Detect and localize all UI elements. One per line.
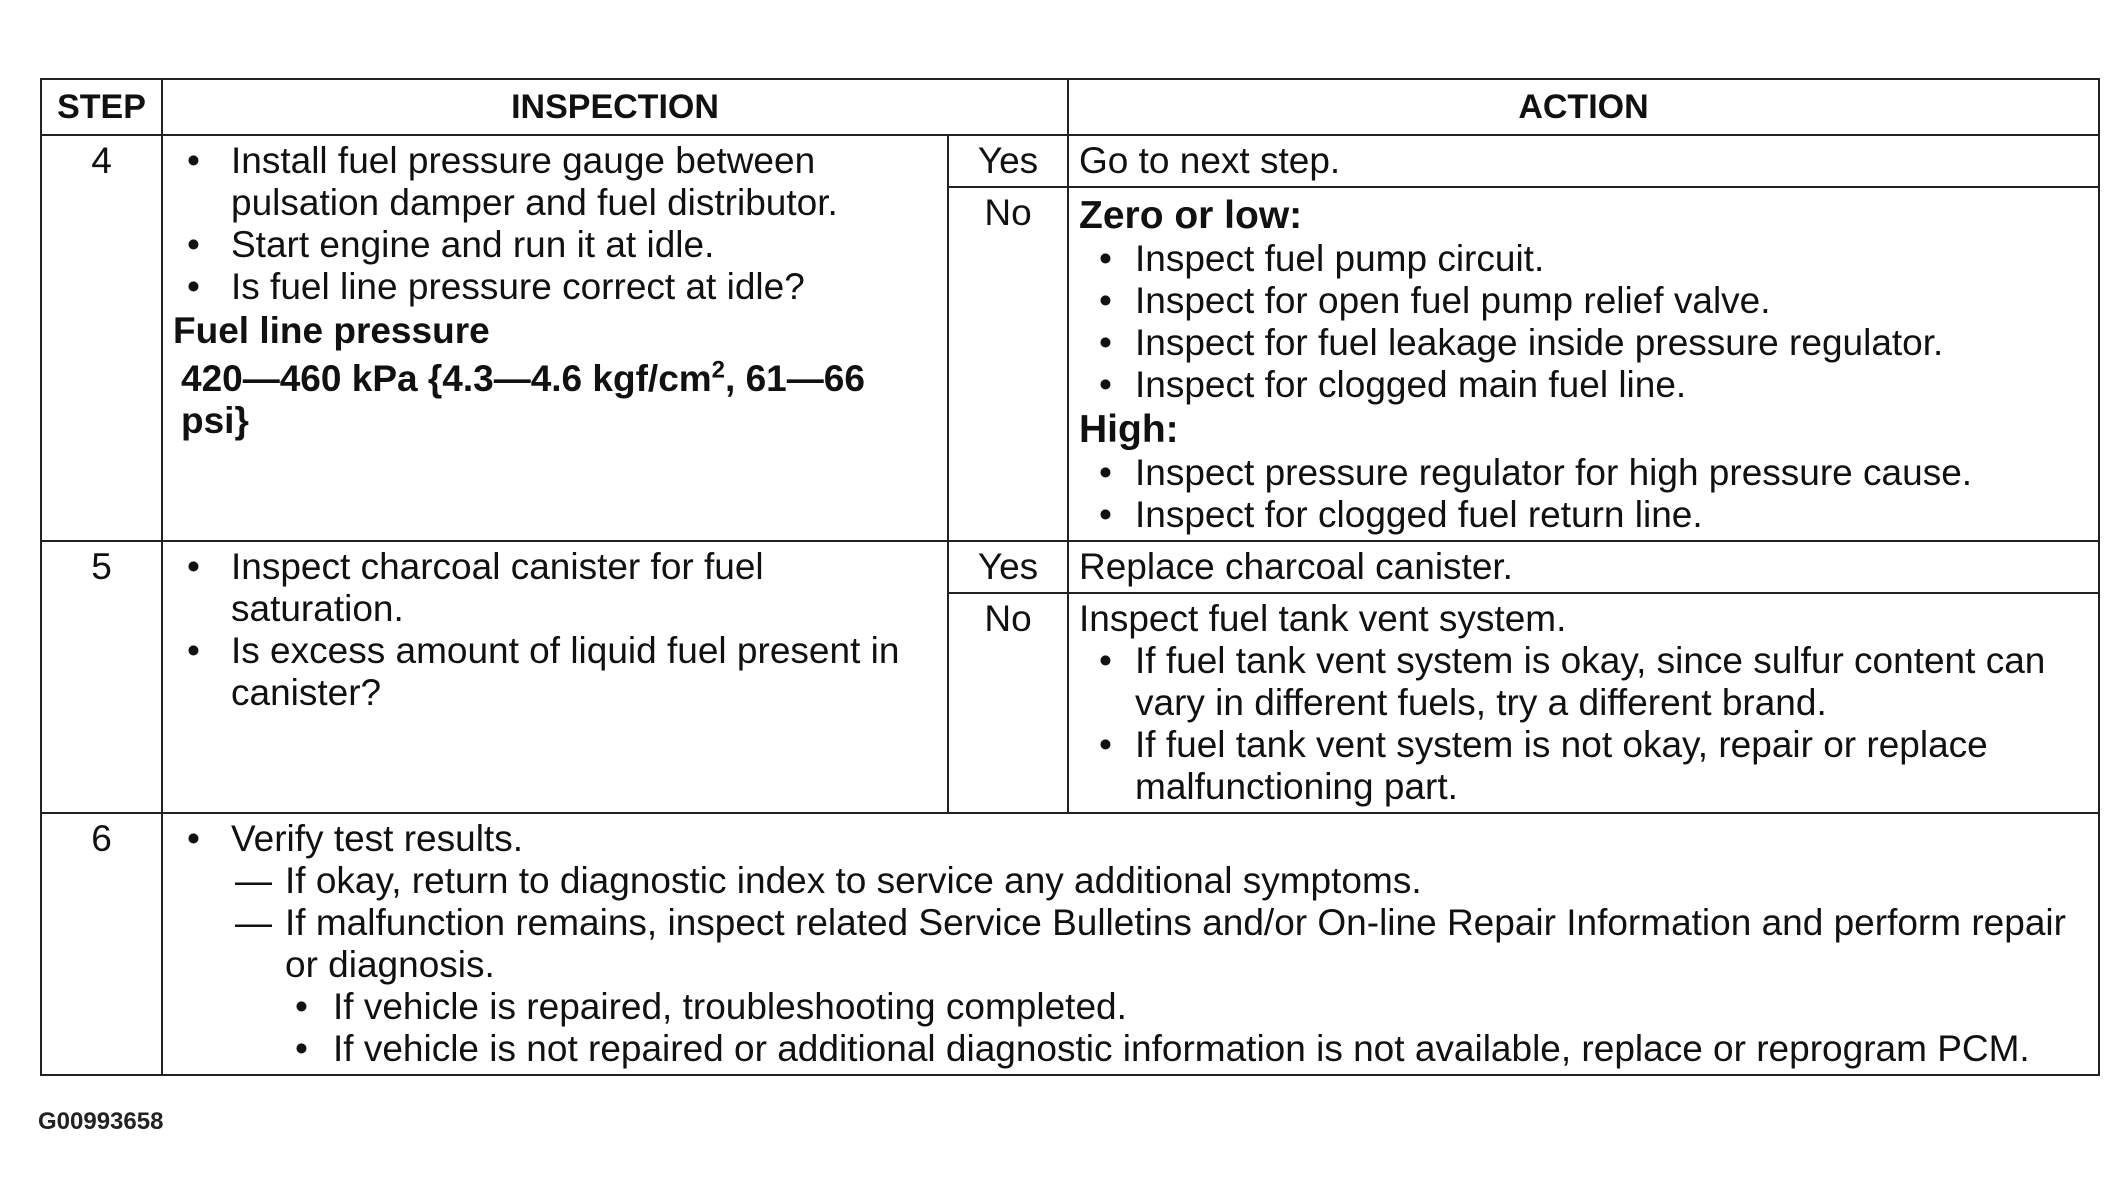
- action-intro: Inspect fuel tank vent system.: [1079, 598, 1567, 639]
- yes-action: Go to next step.: [1068, 135, 2099, 187]
- table-header-row: [41, 79, 2099, 135]
- diagnostic-table: [40, 78, 2100, 1076]
- table-row: [41, 135, 2099, 187]
- inspection-cell: [162, 541, 948, 813]
- list-item: • Verify test results.: [173, 818, 2088, 860]
- table-row: [41, 813, 2099, 1075]
- header-step: STEP: [41, 79, 162, 135]
- step-number: 4: [41, 135, 162, 541]
- list-item: • Is fuel line pressure correct at idle?: [173, 266, 937, 308]
- no-action: [1068, 593, 2099, 813]
- list-item: • Inspect for fuel leakage inside pressure regulator.: [1079, 322, 2088, 364]
- list-item: • Start engine and run it at idle.: [173, 224, 937, 266]
- list-item: • Inspect pressure regulator for high pressure cause.: [1079, 452, 2088, 494]
- list-item: • Is excess amount of liquid fuel present in canister?: [173, 630, 937, 714]
- list-item: • Inspect charcoal canister for fuel saturation.: [173, 546, 937, 630]
- list-item: [173, 902, 2088, 986]
- yes-label: Yes: [948, 541, 1068, 593]
- pressure-value-part: , 61—66 psi}: [181, 358, 865, 441]
- yes-action: Replace charcoal canister.: [1068, 541, 2099, 593]
- header-action: ACTION: [1068, 79, 2099, 135]
- list-item: [173, 860, 2088, 902]
- list-item: • Inspect for clogged fuel return line.: [1079, 494, 2088, 536]
- dash-glyph: —: [235, 860, 272, 901]
- action-heading: Zero or low:: [1079, 194, 1303, 237]
- dash-glyph: —: [235, 902, 272, 943]
- list-item: • If vehicle is not repaired or additional diagnostic information is not available, replace or reprogram PCM.: [173, 1028, 2088, 1070]
- pressure-label: Fuel line pressure: [173, 310, 490, 351]
- header-inspection: INSPECTION: [162, 79, 1068, 135]
- inspection-list: [173, 818, 2088, 860]
- inspection-cell: [162, 135, 948, 541]
- list-item: • Inspect fuel pump circuit.: [1079, 238, 2088, 280]
- action-heading: High:: [1079, 408, 1179, 451]
- inspection-cell: [162, 813, 2099, 1075]
- list-item: • If fuel tank vent system is okay, since sulfur content can vary in different fuels, try a different brand.: [1079, 640, 2088, 724]
- inspection-list: [173, 546, 937, 714]
- no-label: No: [948, 187, 1068, 541]
- list-item: • If vehicle is repaired, troubleshooting completed.: [173, 986, 2088, 1028]
- action-list: [1079, 452, 2088, 536]
- dash-item-text: If malfunction remains, inspect related Service Bulletins and/or On-line Repair Information and perform repair or diagnosis.: [285, 902, 2066, 985]
- list-item: • Inspect for open fuel pump relief valve.: [1079, 280, 2088, 322]
- list-item: • Inspect for clogged main fuel line.: [1079, 364, 2088, 406]
- list-item: • If fuel tank vent system is not okay, repair or replace malfunctioning part.: [1079, 724, 2088, 808]
- step-number: 6: [41, 813, 162, 1075]
- dash-item-text: If okay, return to diagnostic index to service any additional symptoms.: [285, 860, 1422, 901]
- no-action: [1068, 187, 2099, 541]
- no-label: No: [948, 593, 1068, 813]
- step-number: 5: [41, 541, 162, 813]
- sub-list: [173, 986, 2088, 1070]
- pressure-spec: [173, 358, 937, 442]
- list-item: • Install fuel pressure gauge between pulsation damper and fuel distributor.: [173, 140, 937, 224]
- inspection-list: [173, 140, 937, 308]
- action-list: [1079, 640, 2088, 808]
- pressure-value-part: 420—460 kPa {4.3—4.6 kgf/cm: [181, 358, 712, 399]
- pressure-value-superscript: 2: [711, 356, 726, 384]
- table-row: [41, 541, 2099, 593]
- dash-list: [173, 860, 2088, 986]
- yes-label: Yes: [948, 135, 1068, 187]
- figure-id: G00993658: [38, 1108, 164, 1135]
- action-list: [1079, 238, 2088, 406]
